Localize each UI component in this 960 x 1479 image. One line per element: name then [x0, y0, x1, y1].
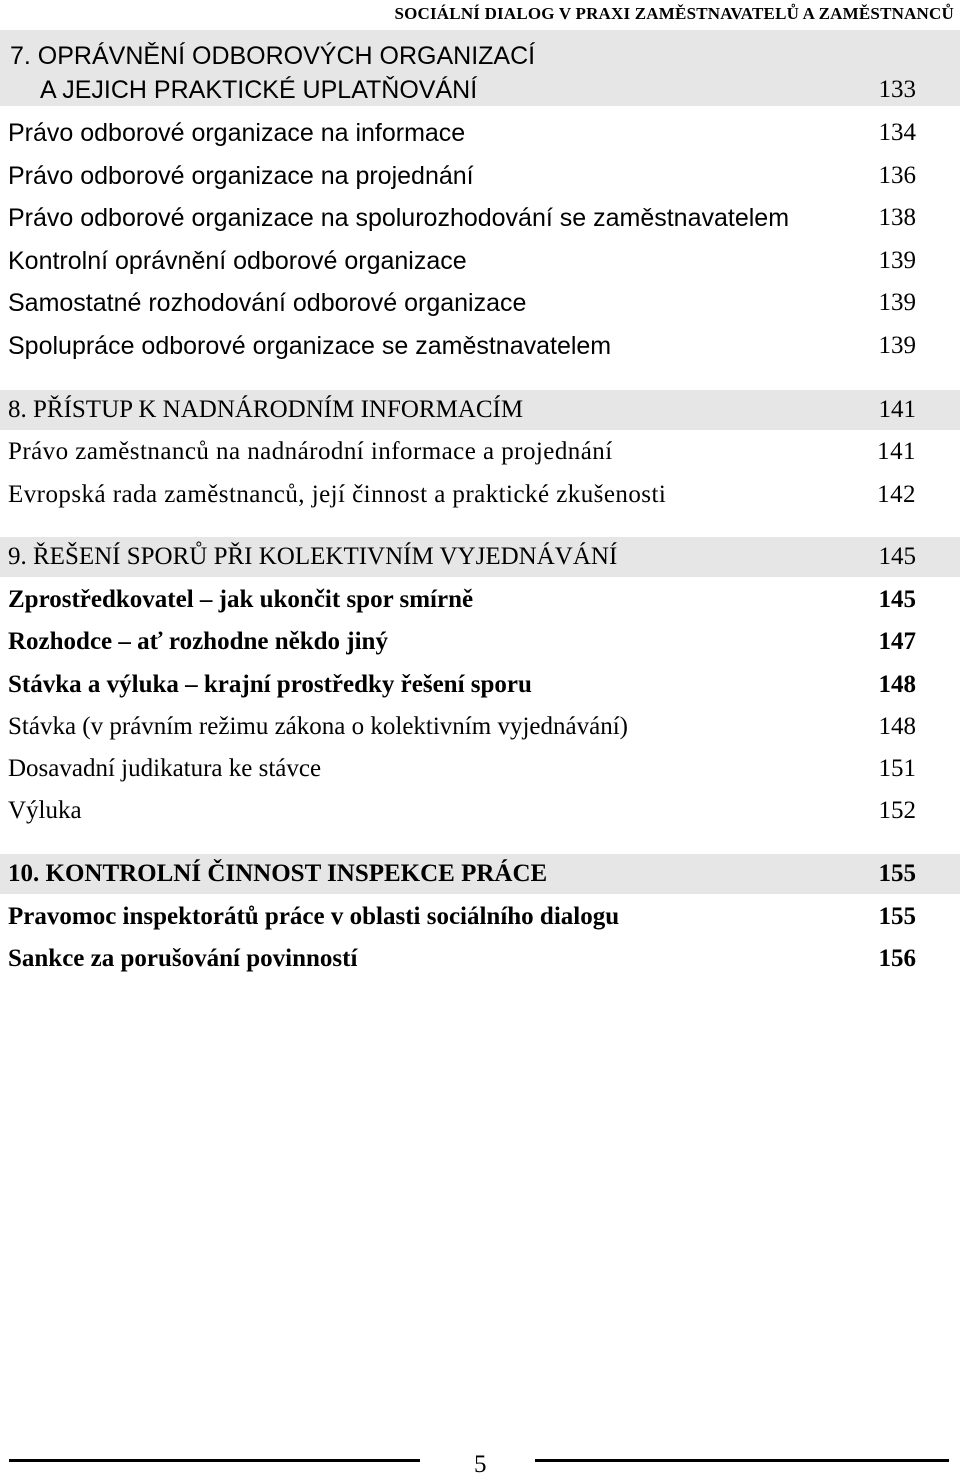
toc-entry — [8, 241, 960, 281]
chapter-8-title: 8. PŘÍSTUP K NADNÁRODNÍM INFORMACÍM — [8, 396, 524, 423]
toc-entry-title: Stávka (v právním režimu zákona o kolektivním vyjednávání) — [8, 713, 628, 740]
chapter-8-heading — [0, 390, 960, 430]
chapter-7-title-line-1: 7. OPRÁVNĚNÍ ODBOROVÝCH ORGANIZACÍ — [10, 42, 536, 70]
toc-entry — [8, 580, 960, 620]
toc-entry-page: 151 — [878, 755, 916, 782]
toc-entry-title: Právo odborové organizace na spolurozhodování se zaměstnavatelem — [8, 204, 790, 232]
chapter-8-page: 141 — [878, 396, 916, 423]
toc-entry-page: 138 — [878, 204, 916, 231]
chapter-10-heading — [0, 854, 960, 894]
toc-entry-page: 139 — [878, 247, 916, 274]
toc-entry-page: 148 — [878, 671, 916, 698]
toc-entry-title: Výluka — [8, 797, 82, 824]
toc-entry — [8, 622, 960, 662]
toc-entry-page: 136 — [878, 162, 916, 189]
toc-entry-page: 142 — [877, 481, 916, 508]
toc-entry-page: 148 — [878, 713, 916, 740]
running-head: SOCIÁLNÍ DIALOG V PRAXI ZAMĚSTNAVATELŮ A ZAMĚSTNANCŮ — [394, 4, 954, 23]
footer-rule-right — [535, 1459, 949, 1462]
toc-entry-page: 145 — [878, 586, 916, 613]
toc-entry-title: Stávka a výluka – krajní prostředky řešení sporu — [8, 671, 532, 698]
chapter-7-title-line-2: A JEJICH PRAKTICKÉ UPLATŇOVÁNÍ — [40, 76, 478, 104]
toc-entry-page: 147 — [878, 628, 916, 655]
toc-entry-title: Zprostředkovatel – jak ukončit spor smírně — [8, 586, 474, 613]
toc-entry-page: 139 — [878, 289, 916, 316]
toc-entry — [8, 897, 960, 937]
chapter-7-page: 133 — [878, 76, 916, 103]
toc-entry-page: 141 — [877, 438, 916, 465]
toc-entry-title: Pravomoc inspektorátů práce v oblasti sociálního dialogu — [8, 903, 620, 930]
footer-rule-left — [9, 1459, 420, 1462]
toc-entry-page: 155 — [878, 903, 916, 930]
toc-entry — [8, 113, 960, 153]
toc-entry-page: 152 — [878, 797, 916, 824]
toc-entry-title: Dosavadní judikatura ke stávce — [8, 755, 322, 782]
toc-entry-title: Kontrolní oprávnění odborové organizace — [8, 247, 467, 275]
toc-entry-title: Právo odborové organizace na informace — [8, 119, 466, 147]
chapter-9-heading — [0, 537, 960, 577]
page-number: 5 — [474, 1451, 487, 1478]
toc-entry-title: Právo odborové organizace na projednání — [8, 162, 474, 190]
chapter-9-page: 145 — [878, 543, 916, 570]
toc-entry — [8, 665, 960, 705]
toc-entry — [8, 791, 960, 831]
chapter-10-page: 155 — [878, 860, 916, 887]
toc-entry — [8, 156, 960, 196]
toc-entry-title: Spolupráce odborové organizace se zaměstnavatelem — [8, 332, 612, 360]
toc-entry-page: 134 — [878, 119, 916, 146]
chapter-7-heading — [0, 30, 960, 106]
toc-entry-title: Samostatné rozhodování odborové organizace — [8, 289, 527, 317]
chapter-10-title: 10. KONTROLNÍ ČINNOST INSPEKCE PRÁCE — [8, 860, 548, 887]
toc-entry — [8, 432, 960, 472]
toc-entry-title: Sankce za porušování povinností — [8, 945, 358, 972]
toc-entry-page: 156 — [878, 945, 916, 972]
toc-entry-page: 139 — [878, 332, 916, 359]
toc-entry — [8, 198, 960, 238]
toc-entry — [8, 707, 960, 747]
toc-entry-title: Evropská rada zaměstnanců, její činnost a praktické zkušenosti — [8, 481, 667, 508]
toc-entry — [8, 749, 960, 789]
toc-entry — [8, 326, 960, 366]
toc-entry-title: Rozhodce – ať rozhodne někdo jiný — [8, 628, 388, 655]
chapter-9-title: 9. ŘEŠENÍ SPORŮ PŘI KOLEKTIVNÍM VYJEDNÁVÁNÍ — [8, 543, 618, 570]
toc-entry-title: Právo zaměstnanců na nadnárodní informace a projednání — [8, 438, 613, 465]
toc-entry — [8, 939, 960, 979]
toc-entry — [8, 283, 960, 323]
toc-entry — [8, 475, 960, 515]
